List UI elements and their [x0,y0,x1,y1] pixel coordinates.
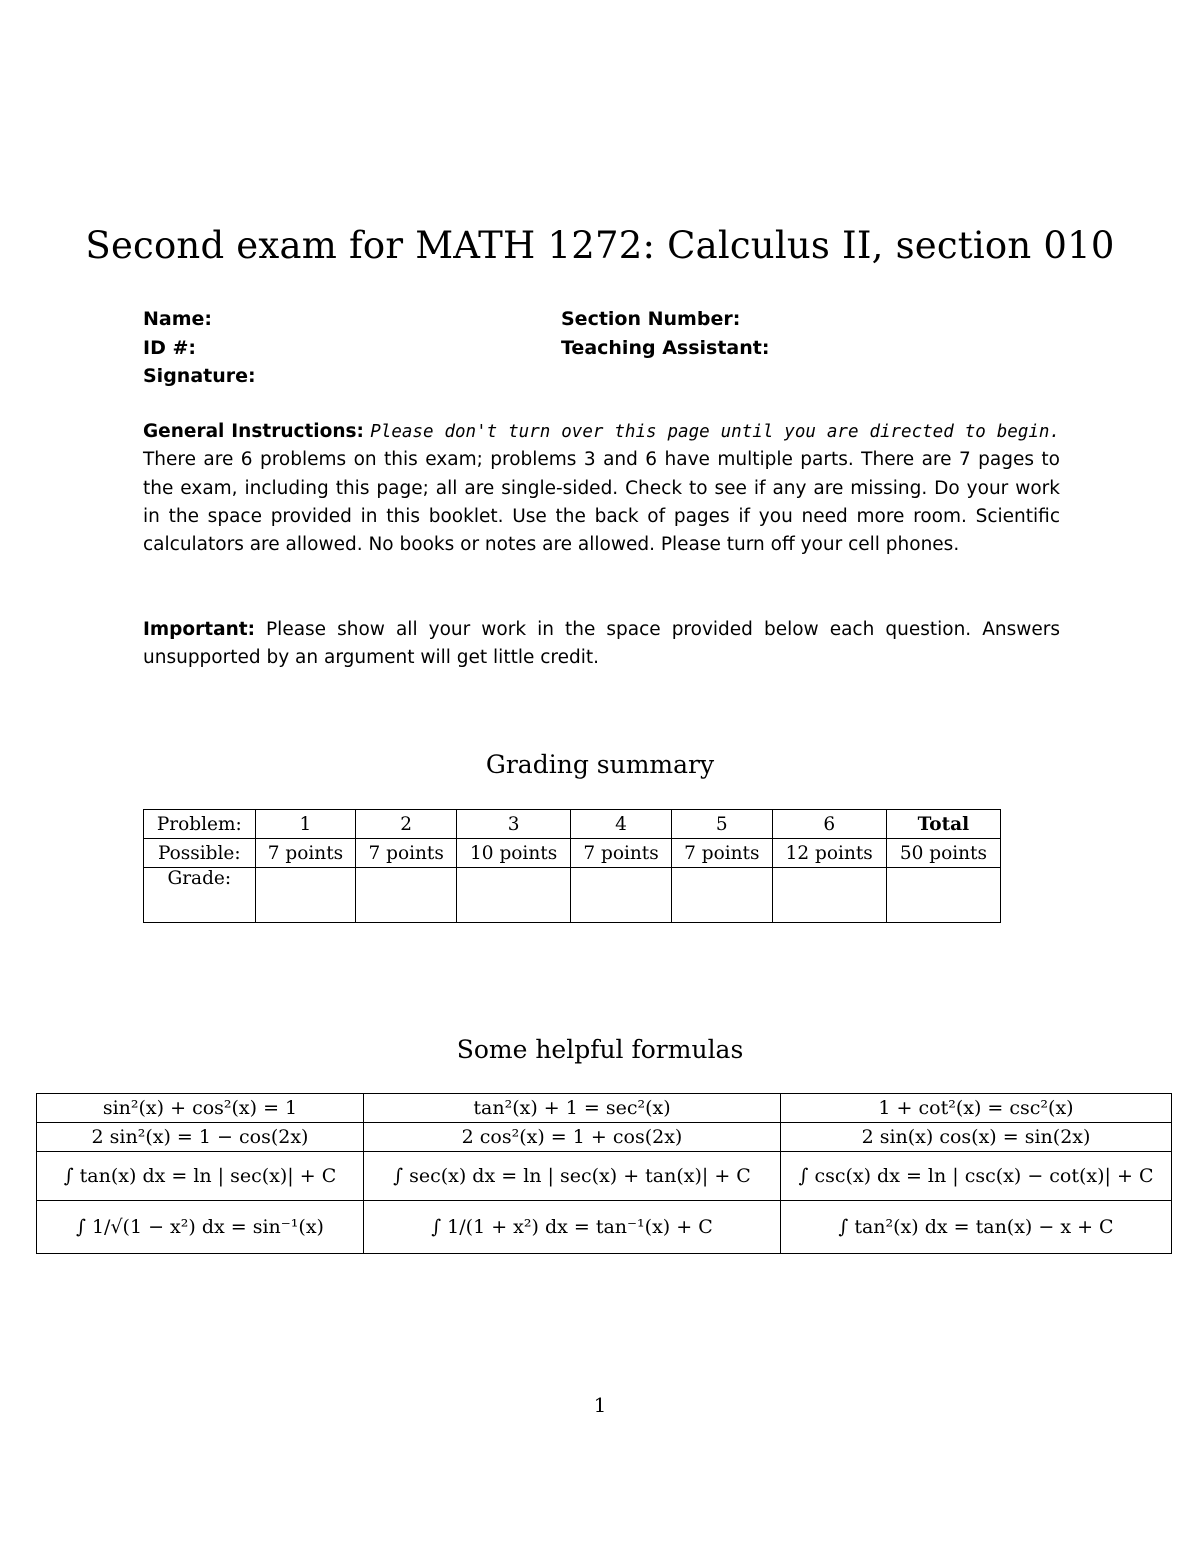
page-title: Second exam for MATH 1272: Calculus II, section 010 [85,224,1115,267]
formula-cell: sin²(x) + cos²(x) = 1 [37,1094,364,1123]
possible-cell: 7 points [356,839,457,868]
formula-cell: ∫ 1/(1 + x²) dx = tan⁻¹(x) + C [364,1201,781,1254]
formula-cell: 2 cos²(x) = 1 + cos(2x) [364,1123,781,1152]
formula-cell: ∫ tan(x) dx = ln | sec(x)| + C [37,1152,364,1201]
important-body: Please show all your work in the space provided below each question. Answers unsupported by an argument will get little credit. [143,619,1060,669]
formula-row [37,1123,1172,1152]
teaching-assistant-label: Teaching Assistant: [561,337,770,359]
formula-cell: 2 sin(x) cos(x) = sin(2x) [781,1123,1172,1152]
possible-cell: 12 points [772,839,886,868]
row-label: Problem: [144,810,256,839]
important-note [143,616,1060,673]
possible-cell: 7 points [255,839,356,868]
grade-cell [356,868,457,923]
name-label: Name: [143,308,213,330]
instructions-body: There are 6 problems on this exam; problems 3 and 6 have multiple parts. There are 7 pages to the exam, including this page; all are single-sided. Check to see if any are missing. Do your work in the space provided in this booklet. Use the back of pages if you need more room. Scientific calculators are allowed. No books or notes are allowed. Please turn off your cell phones. [143,449,1060,556]
formula-cell: ∫ 1/√(1 − x²) dx = sin⁻¹(x) [37,1201,364,1254]
formula-row [37,1152,1172,1201]
formula-cell: tan²(x) + 1 = sec²(x) [364,1094,781,1123]
grade-cell [772,868,886,923]
problem-cell: 2 [356,810,457,839]
page-number: 1 [593,1393,607,1417]
signature-label: Signature: [143,365,256,387]
grade-cell [255,868,356,923]
id-label: ID #: [143,337,196,359]
important-label: Important: [143,619,255,640]
row-label: Grade: [144,868,256,923]
formula-cell: 2 sin²(x) = 1 − cos(2x) [37,1123,364,1152]
formula-row [37,1201,1172,1254]
grade-cell [671,868,772,923]
problem-cell: 5 [671,810,772,839]
problem-cell: 4 [571,810,672,839]
formula-cell: 1 + cot²(x) = csc²(x) [781,1094,1172,1123]
instructions-label: General Instructions: [143,421,364,442]
possible-cell: 7 points [671,839,772,868]
grade-cell [571,868,672,923]
formula-cell: ∫ tan²(x) dx = tan(x) − x + C [781,1201,1172,1254]
row-label: Possible: [144,839,256,868]
total-cell: Total [886,810,1000,839]
formula-row [37,1094,1172,1123]
problem-cell: 1 [255,810,356,839]
formula-cell: ∫ csc(x) dx = ln | csc(x) − cot(x)| + C [781,1152,1172,1201]
formulas-table [36,1093,1172,1254]
problem-row [144,810,1001,839]
general-instructions [143,418,1060,559]
problem-cell: 3 [457,810,571,839]
possible-cell: 10 points [457,839,571,868]
grading-table [143,809,1001,923]
grade-cell [886,868,1000,923]
grade-row [144,868,1001,923]
formulas-heading: Some helpful formulas [456,1035,744,1064]
formula-cell: ∫ sec(x) dx = ln | sec(x) + tan(x)| + C [364,1152,781,1201]
section-number-label: Section Number: [561,308,741,330]
possible-row [144,839,1001,868]
problem-cell: 6 [772,810,886,839]
grade-cell [457,868,571,923]
grading-summary-heading: Grading summary [485,750,715,779]
possible-cell: 50 points [886,839,1000,868]
possible-cell: 7 points [571,839,672,868]
instructions-italic: Please don't turn over this page until you are directed to begin. [370,422,1060,442]
